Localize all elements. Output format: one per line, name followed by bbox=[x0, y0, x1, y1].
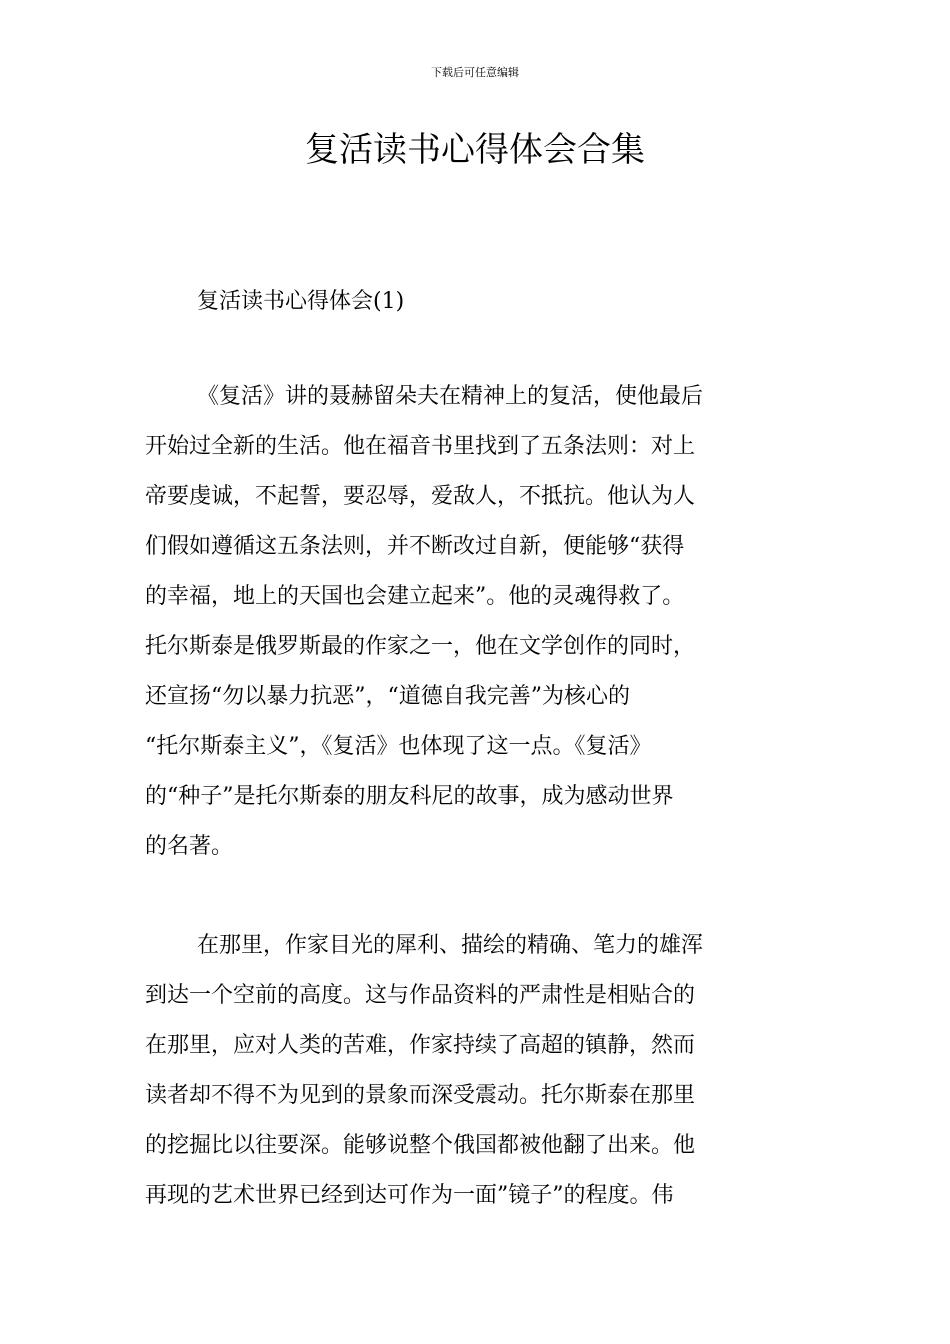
document-title: 复活读书心得体会合集 bbox=[305, 130, 645, 170]
paragraph-line: 读者却不得不为见到的景象而深受震动。托尔斯泰在那里 bbox=[145, 1083, 696, 1108]
paragraph-line: 在那里，应对人类的苦难，作家持续了高超的镇静，然而 bbox=[145, 1033, 696, 1058]
paragraph-line: “托尔斯泰主义”，《复活》也体现了这一点。《复活》 bbox=[145, 734, 652, 759]
paragraph-2 bbox=[145, 921, 807, 1221]
paragraph-line: 《复活》讲的聂赫留朵夫在精神上的复活，使他最后 bbox=[197, 384, 704, 409]
paragraph-line: 的名著。 bbox=[145, 834, 234, 859]
paragraph-line: 的“种子”是托尔斯泰的朋友科尼的故事，成为感动世界 bbox=[145, 784, 674, 809]
paragraph-line: 还宣扬“勿以暴力抗恶”，“道德自我完善”为核心的 bbox=[145, 684, 630, 709]
header-note: 下载后可任意编辑 bbox=[431, 66, 519, 79]
paragraph-line: 托尔斯泰是俄罗斯最的作家之一，他在文学创作的同时， bbox=[145, 634, 696, 659]
paragraph-line: 开始过全新的生活。他在福音书里找到了五条法则：对上 bbox=[145, 434, 696, 459]
paragraph-line: 们假如遵循这五条法则，并不断改过自新，便能够“获得 bbox=[145, 534, 685, 559]
paragraph-line: 的挖掘比以往要深。能够说整个俄国都被他翻了出来。他 bbox=[145, 1133, 696, 1158]
section-heading: 复活读书心得体会(1) bbox=[197, 289, 405, 314]
paragraph-line: 到达一个空前的高度。这与作品资料的严肃性是相贴合的 bbox=[145, 983, 696, 1008]
paragraph-line: 帝要虔诚，不起誓，要忍辱，爱敌人，不抵抗。他认为人 bbox=[145, 484, 696, 509]
paragraph-line: 再现的艺术世界已经到达可作为一面”镜子”的程度。伟 bbox=[145, 1183, 674, 1208]
paragraph-1 bbox=[145, 372, 807, 872]
paragraph-line: 的幸福，地上的天国也会建立起来”。他的灵魂得救了。 bbox=[145, 584, 685, 609]
paragraph-line: 在那里，作家目光的犀利、描绘的精确、笔力的雄浑 bbox=[197, 933, 704, 958]
